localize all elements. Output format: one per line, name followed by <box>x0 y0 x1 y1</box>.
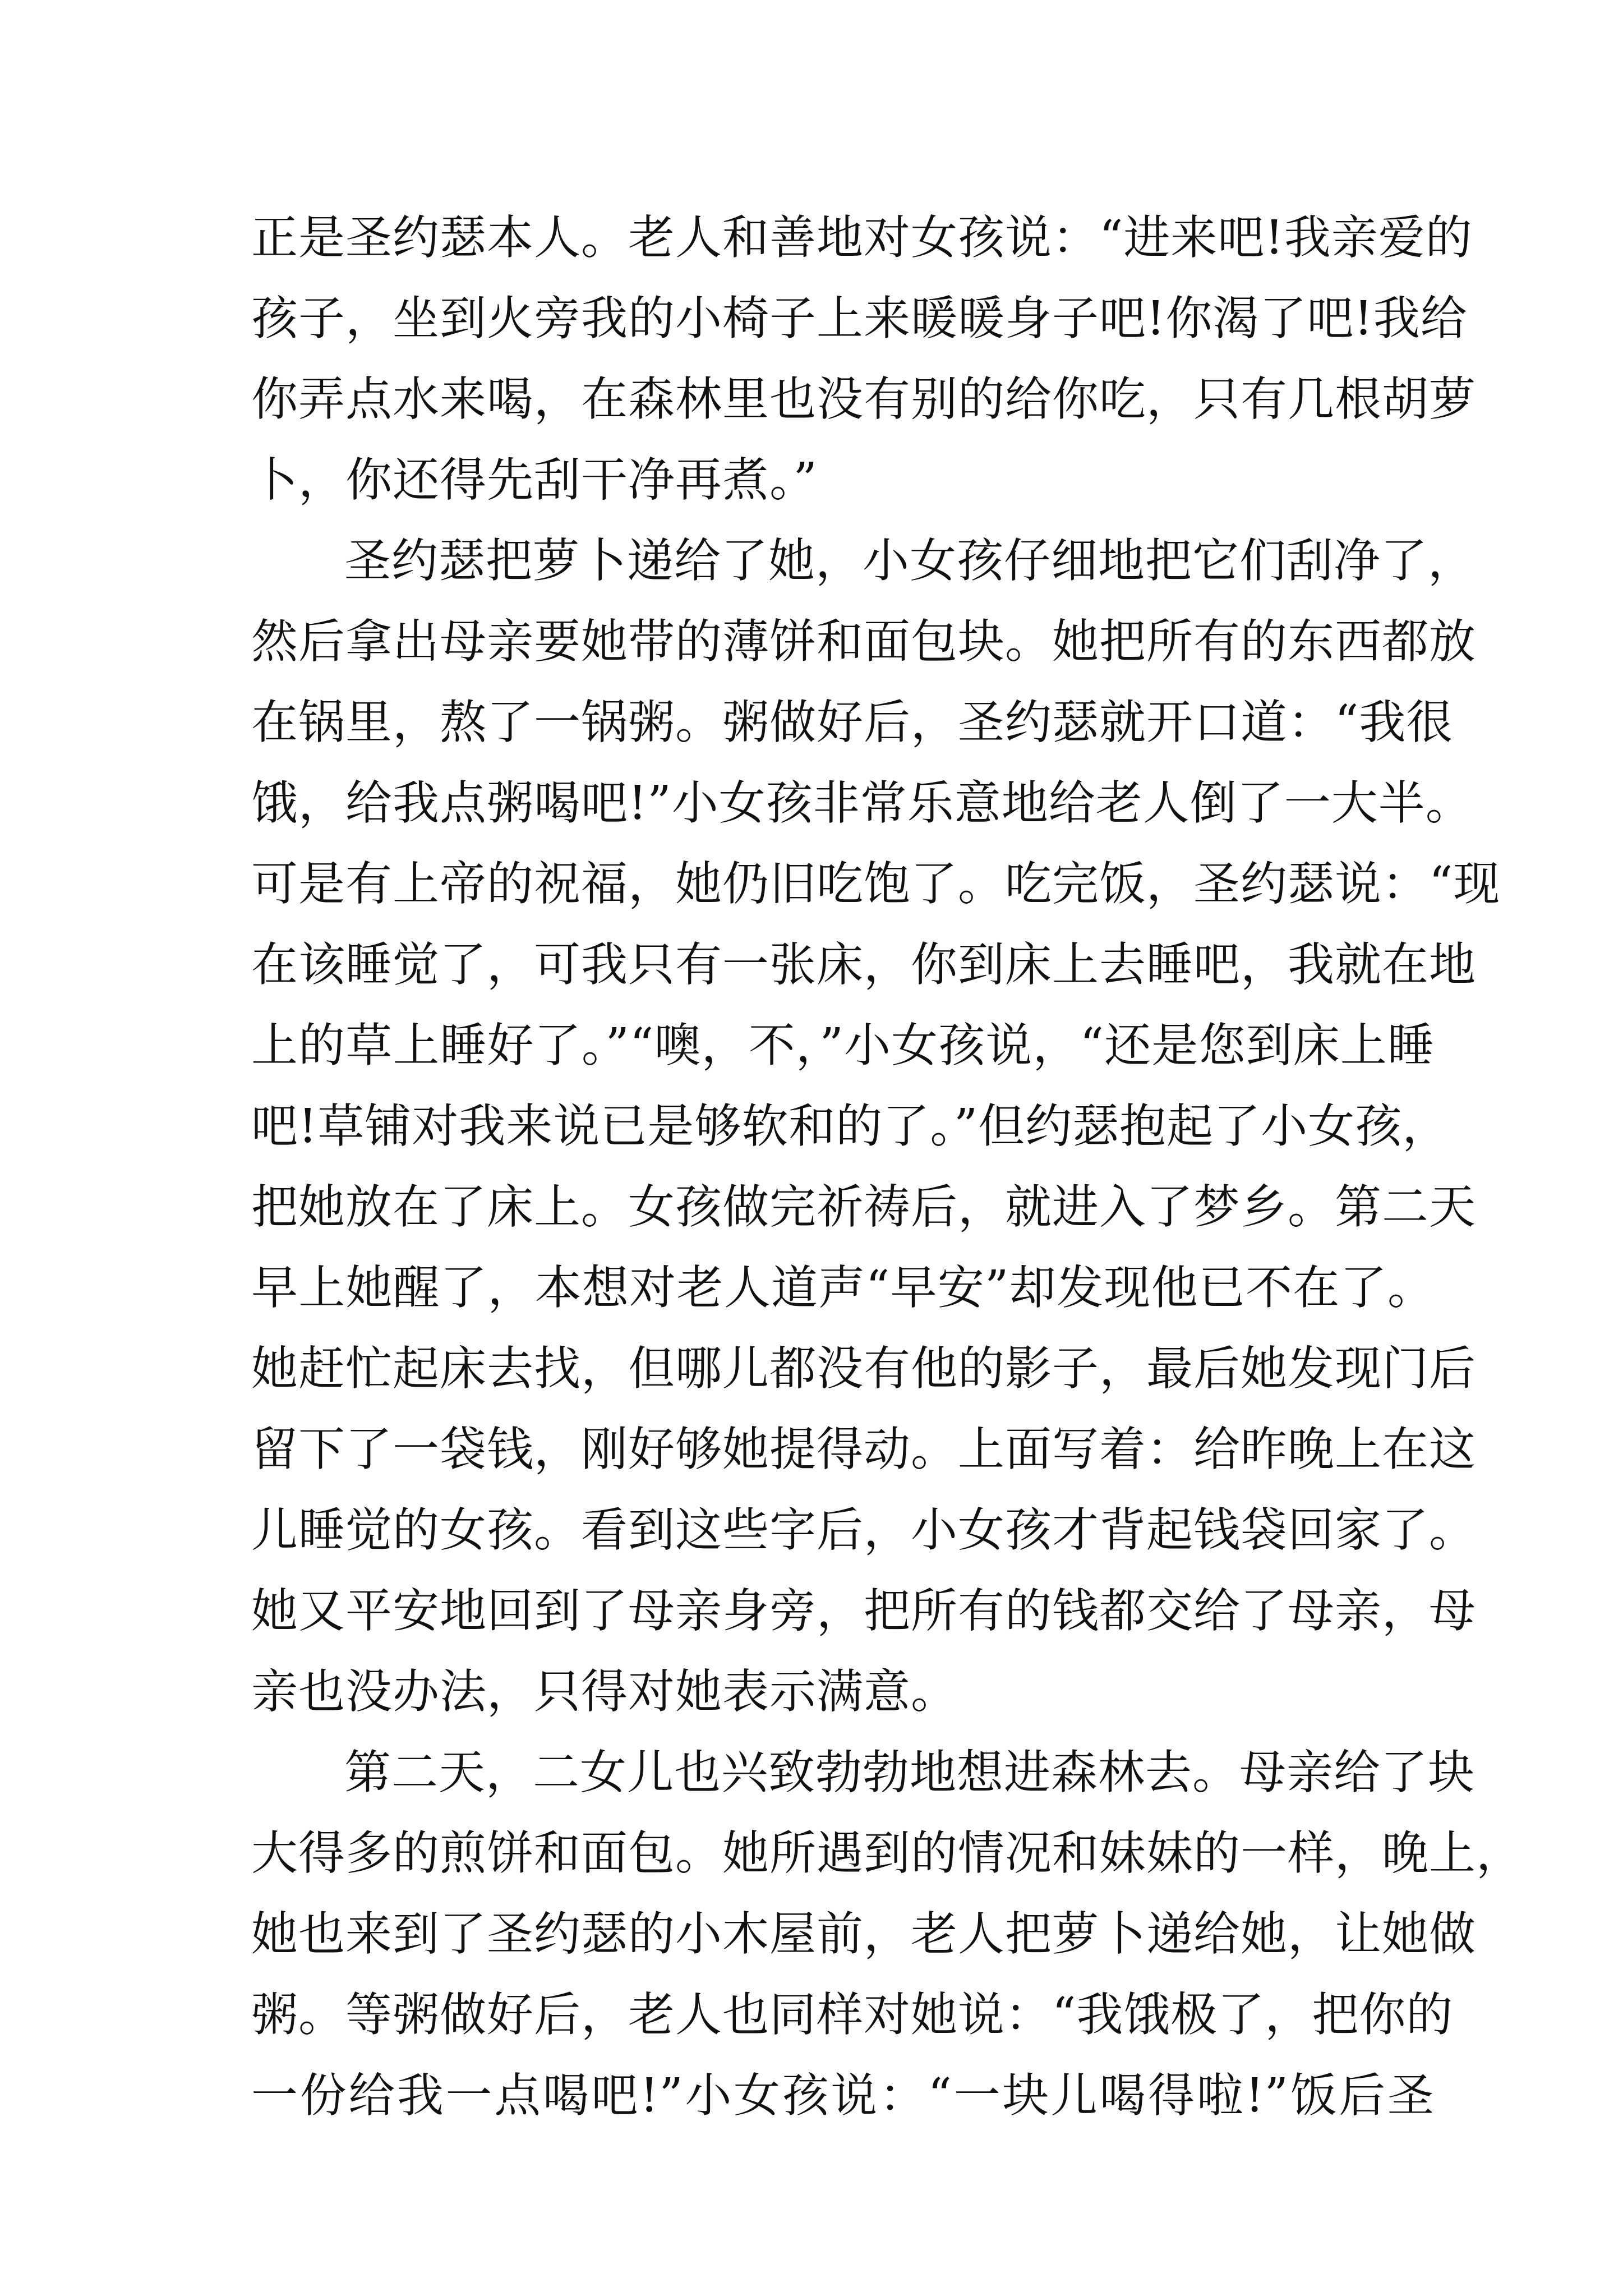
text-line: 你弄点水来喝，在森林里也没有别的给你吃，只有几根胡萝 <box>251 372 1476 426</box>
text-line: 在锅里，熬了一锅粥。粥做好后，圣约瑟就开口道：“我很 <box>251 695 1454 749</box>
text-line: 正是圣约瑟本人。老人和善地对女孩说：“进来吧!我亲爱的 <box>251 210 1473 265</box>
text-line: 孩子，坐到火旁我的小椅子上来暖暖身子吧!你渴了吧!我给 <box>251 291 1468 346</box>
text-line: 留下了一袋钱，刚好够她提得动。上面写着：给昨晚上在这 <box>251 1422 1476 1476</box>
text-line: 在该睡觉了，可我只有一张床，你到床上去睡吧，我就在地 <box>251 937 1476 992</box>
paragraph-first-line: 第二天，二女儿也兴致勃勃地想进森林去。母亲给了块 <box>344 1745 1475 1800</box>
text-line: 上的草上睡好了。”“噢，不，”小女孩说，“还是您到床上睡 <box>251 1018 1435 1073</box>
text-line: 早上她醒了，本想对老人道声“早安”却发现他已不在了。 <box>251 1260 1435 1315</box>
text-line: 她又平安地回到了母亲身旁，把所有的钱都交给了母亲，母 <box>251 1584 1476 1638</box>
text-line: 可是有上帝的祝福，她仍旧吃饱了。吃完饭，圣约瑟说：“现 <box>251 857 1501 911</box>
text-line: 然后拿出母亲要她带的薄饼和面包块。她把所有的东西都放 <box>251 614 1476 669</box>
paragraph-first-line: 圣约瑟把萝卜递给了她，小女孩仔细地把它们刮净了， <box>344 533 1475 588</box>
text-line: 卜，你还得先刮干净再煮。” <box>251 453 818 507</box>
text-line: 她赶忙起床去找，但哪儿都没有他的影子，最后她发现门后 <box>251 1341 1476 1396</box>
text-line: 粥。等粥做好后，老人也同样对她说：“我饿极了，把你的 <box>251 1987 1454 2042</box>
text-line: 她也来到了圣约瑟的小木屋前，老人把萝卜递给她，让她做 <box>251 1907 1476 1961</box>
text-line: 饿，给我点粥喝吧!”小女孩非常乐意地给老人倒了一大半。 <box>251 776 1473 830</box>
text-line: 亲也没办法，只得对她表示满意。 <box>251 1664 958 1719</box>
text-line: 儿睡觉的女孩。看到这些字后，小女孩才背起钱袋回家了。 <box>251 1503 1476 1557</box>
text-line: 大得多的煎饼和面包。她所遇到的情况和妹妹的一样，晚上， <box>251 1826 1523 1880</box>
text-line: 把她放在了床上。女孩做完祈祷后，就进入了梦乡。第二天 <box>251 1180 1476 1234</box>
text-line: 一份给我一点喝吧!”小女孩说：“一块儿喝得啦!”饭后圣 <box>251 2068 1435 2123</box>
text-line: 吧!草铺对我来说已是够软和的了。”但约瑟抱起了小女孩， <box>251 1099 1450 1153</box>
body-text <box>251 197 1523 2136</box>
